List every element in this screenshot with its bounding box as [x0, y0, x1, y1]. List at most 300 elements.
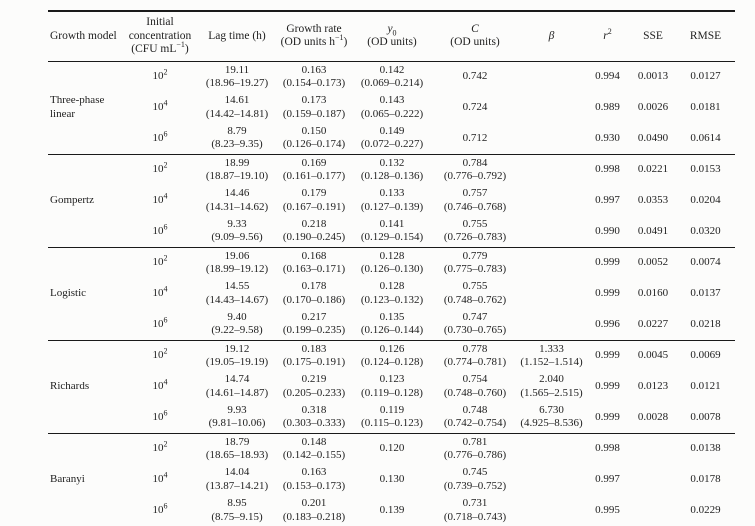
cell-value: 0.784: [462, 156, 488, 169]
concentration-exponent: 6: [163, 408, 168, 418]
cell-confidence-interval: (14.31–14.62): [205, 200, 269, 213]
cell-confidence-interval: (0.119–0.128): [361, 386, 423, 399]
growth-rate-cell: [276, 185, 352, 216]
c-cell: [432, 371, 518, 402]
cell-value: 14.55: [224, 280, 250, 293]
cell-confidence-interval: (0.746–0.768): [443, 200, 507, 213]
lag-time-cell: [198, 433, 276, 464]
cell-confidence-interval: (14.61–14.87): [205, 386, 269, 399]
beta-cell: [518, 309, 585, 340]
cell-value: 0.169: [301, 156, 327, 169]
rmse-cell: 0.0121: [690, 379, 721, 392]
concentration-cell: [122, 433, 198, 464]
table-row: [48, 495, 735, 526]
concentration-cell: [122, 216, 198, 247]
cell-confidence-interval: (0.167–0.191): [282, 200, 346, 213]
rmse-cell: 0.0218: [690, 317, 721, 330]
concentration-base: 10: [152, 442, 164, 455]
cell-value: 0.748: [462, 404, 488, 417]
sse-cell: 0.0160: [637, 286, 669, 299]
concentration-base: 10: [152, 503, 164, 516]
c-cell: [432, 123, 518, 154]
lag-time-cell: [198, 495, 276, 526]
y0-cell: [352, 495, 432, 526]
c-cell: [432, 464, 518, 495]
table-row: [48, 309, 735, 340]
col-header-beta: β: [518, 11, 585, 61]
concentration-cell: [122, 278, 198, 309]
growth-model-cell: Three-phase linear: [48, 61, 122, 154]
concentration-exponent: 4: [163, 98, 168, 108]
rmse-cell: 0.0181: [690, 100, 721, 113]
r2-cell: 0.990: [595, 224, 620, 237]
concentration-cell: [122, 371, 198, 402]
growth-rate-cell: [276, 340, 352, 371]
c-cell: [432, 61, 518, 92]
table-row: [48, 92, 735, 123]
cell-confidence-interval: (0.718–0.743): [443, 510, 507, 523]
col-header-r2: $r^2$: [585, 11, 630, 61]
beta-cell: [518, 464, 585, 495]
cell-confidence-interval: (0.183–0.218): [282, 510, 346, 523]
cell-value: 9.33: [227, 218, 247, 231]
beta-cell: [518, 92, 585, 123]
concentration-cell: [122, 185, 198, 216]
cell-confidence-interval: (0.205–0.233): [282, 386, 346, 399]
concentration-exponent: 4: [163, 377, 168, 387]
concentration-exponent: 6: [163, 315, 168, 325]
cell-value: 2.040: [539, 373, 564, 386]
cell-confidence-interval: (0.199–0.235): [282, 324, 346, 337]
header-line: Growth rate: [286, 22, 342, 35]
table-row: [48, 154, 735, 185]
concentration-base: 10: [152, 349, 164, 362]
lag-time-cell: [198, 464, 276, 495]
c-cell: [432, 340, 518, 371]
cell-confidence-interval: (1.152–1.514): [520, 355, 583, 368]
concentration-base: 10: [152, 317, 164, 330]
cell-value: 19.06: [224, 249, 250, 262]
table-row: [48, 278, 735, 309]
cell-confidence-interval: (0.776–0.792): [443, 169, 507, 182]
cell-confidence-interval: (0.776–0.786): [443, 448, 507, 461]
r2-cell: 0.930: [595, 131, 620, 144]
rmse-cell: 0.0127: [676, 61, 735, 92]
col-header-growth-rate: [276, 11, 352, 61]
concentration-cell: [122, 340, 198, 371]
cell-confidence-interval: (0.128–0.136): [360, 169, 424, 182]
table-row: [48, 402, 735, 433]
cell-confidence-interval: (9.09–9.56): [211, 231, 263, 244]
cell-confidence-interval: (0.159–0.187): [282, 107, 346, 120]
cell-value: 0.120: [379, 442, 405, 455]
concentration-base: 10: [152, 131, 164, 144]
y0-cell: [352, 61, 432, 92]
cell-value: 14.74: [224, 373, 250, 386]
growth-rate-cell: [276, 92, 352, 123]
header-row: [48, 11, 735, 61]
concentration-base: 10: [152, 379, 164, 392]
concentration-base: 10: [152, 224, 164, 237]
cell-confidence-interval: (0.303–0.333): [282, 417, 346, 430]
cell-confidence-interval: (9.81–10.06): [208, 417, 266, 430]
concentration-cell: [122, 61, 198, 92]
sse-cell: 0.0491: [637, 224, 669, 237]
growth-rate-cell: [276, 464, 352, 495]
growth-rate-cell: [276, 309, 352, 340]
concentration-cell: [122, 309, 198, 340]
cell-value: 0.168: [301, 249, 327, 262]
c-cell: [432, 309, 518, 340]
rmse-cell: 0.0138: [676, 433, 735, 464]
cell-value: 0.128: [379, 249, 405, 262]
concentration-base: 10: [152, 193, 164, 206]
header-unit: (OD units): [450, 36, 500, 49]
beta-cell: [518, 340, 585, 371]
cell-confidence-interval: (8.23–9.35): [211, 138, 263, 151]
table-row: [48, 464, 735, 495]
sse-cell: 0.0013: [630, 61, 676, 92]
cell-confidence-interval: (18.65–18.93): [205, 448, 269, 461]
cell-confidence-interval: (0.153–0.173): [282, 479, 346, 492]
y0-cell: [352, 216, 432, 247]
rmse-cell: 0.0229: [690, 503, 721, 516]
growth-rate-cell: [276, 402, 352, 433]
concentration-exponent: 6: [163, 222, 168, 232]
cell-confidence-interval: (0.124–0.128): [360, 355, 424, 368]
cell-value: 0.150: [301, 125, 327, 138]
lag-time-cell: [198, 340, 276, 371]
c-cell: [432, 216, 518, 247]
concentration-exponent: 2: [163, 253, 168, 263]
cell-confidence-interval: (0.170–0.186): [282, 293, 346, 306]
y0-cell: [352, 402, 432, 433]
col-header-c: [432, 11, 518, 61]
cell-confidence-interval: (0.730–0.765): [443, 324, 507, 337]
cell-value: 0.149: [379, 125, 405, 138]
cell-confidence-interval: (18.87–19.10): [205, 169, 269, 182]
cell-confidence-interval: (0.127–0.139): [360, 200, 424, 213]
growth-rate-cell: [276, 61, 352, 92]
sse-cell: 0.0052: [630, 247, 676, 278]
concentration-cell: [122, 247, 198, 278]
cell-value: 19.12: [224, 342, 250, 355]
cell-value: 0.126: [379, 342, 405, 355]
cell-value: 0.318: [301, 404, 327, 417]
cell-confidence-interval: (0.161–0.177): [282, 169, 346, 182]
rmse-cell: 0.0074: [676, 247, 735, 278]
cell-value: 0.179: [301, 187, 327, 200]
cell-value: 0.778: [462, 342, 488, 355]
y0-cell: [352, 185, 432, 216]
sse-cell: 0.0045: [630, 340, 676, 371]
y0-cell: [352, 371, 432, 402]
concentration-base: 10: [152, 70, 164, 83]
lag-time-cell: [198, 247, 276, 278]
rmse-cell: 0.0069: [676, 340, 735, 371]
cell-value: 0.128: [379, 280, 405, 293]
growth-rate-cell: [276, 278, 352, 309]
c-cell: [432, 495, 518, 526]
c-cell: [432, 185, 518, 216]
r2-cell: 0.995: [595, 503, 620, 516]
growth-model-cell: Richards: [48, 340, 122, 433]
cell-value: 14.61: [224, 94, 250, 107]
cell-confidence-interval: (0.739–0.752): [443, 479, 507, 492]
cell-value: 0.747: [462, 311, 488, 324]
lag-time-cell: [198, 123, 276, 154]
beta-cell: [518, 185, 585, 216]
cell-value: 0.779: [462, 249, 488, 262]
cell-confidence-interval: (0.126–0.144): [360, 324, 424, 337]
col-header-sse: SSE: [630, 11, 676, 61]
rmse-cell: 0.0153: [676, 154, 735, 185]
cell-confidence-interval: (0.748–0.760): [443, 386, 507, 399]
c-cell: [432, 92, 518, 123]
sse-cell: 0.0227: [637, 317, 669, 330]
cell-confidence-interval: (0.726–0.783): [443, 231, 507, 244]
y0-cell: [352, 278, 432, 309]
concentration-base: 10: [152, 163, 164, 176]
cell-confidence-interval: (0.123–0.132): [360, 293, 424, 306]
cell-value: 0.178: [301, 280, 327, 293]
cell-confidence-interval: (9.22–9.58): [211, 324, 263, 337]
cell-value: 0.123: [379, 373, 405, 386]
rmse-cell: 0.0078: [690, 410, 721, 423]
cell-value: 0.133: [379, 187, 405, 200]
table-body: [48, 61, 735, 526]
r2-cell: 0.998: [585, 433, 630, 464]
growth-rate-cell: [276, 247, 352, 278]
r2-cell: 0.989: [595, 100, 620, 113]
concentration-cell: [122, 495, 198, 526]
cell-confidence-interval: (0.072–0.227): [360, 138, 424, 151]
lag-time-cell: [198, 402, 276, 433]
table-row: [48, 185, 735, 216]
growth-model-parameters-table: [48, 10, 735, 526]
growth-rate-cell: [276, 216, 352, 247]
table-row: [48, 216, 735, 247]
concentration-exponent: 2: [163, 346, 168, 356]
table-row: [48, 340, 735, 371]
sse-cell: [630, 464, 676, 495]
cell-value: 14.04: [224, 466, 250, 479]
c-cell: [432, 247, 518, 278]
r2-cell: 0.999: [585, 340, 630, 371]
cell-value: 14.46: [224, 187, 250, 200]
concentration-exponent: 6: [163, 501, 168, 511]
cell-confidence-interval: (19.05–19.19): [205, 355, 269, 368]
col-header-y0: [352, 11, 432, 61]
cell-confidence-interval: (0.175–0.191): [282, 355, 346, 368]
cell-confidence-interval: (0.163–0.171): [282, 262, 346, 275]
concentration-base: 10: [152, 410, 164, 423]
rmse-cell: 0.0614: [690, 131, 721, 144]
r2-cell: 0.994: [585, 61, 630, 92]
cell-value: 0.218: [301, 218, 327, 231]
cell-value: 0.755: [462, 218, 488, 231]
concentration-cell: [122, 154, 198, 185]
table-row: [48, 247, 735, 278]
sse-cell: [630, 433, 676, 464]
beta-cell: [518, 371, 585, 402]
cell-value: 0.135: [379, 311, 405, 324]
concentration-exponent: 4: [163, 470, 168, 480]
table-row: [48, 61, 735, 92]
y0-cell: [352, 154, 432, 185]
concentration-exponent: 4: [163, 191, 168, 201]
r2-cell: 0.998: [585, 154, 630, 185]
cell-confidence-interval: (0.126–0.130): [360, 262, 424, 275]
header-symbol: $y_0$: [387, 22, 397, 38]
table-row: [48, 371, 735, 402]
rmse-cell: 0.0137: [690, 286, 721, 299]
cell-value: 1.333: [539, 342, 564, 355]
cell-confidence-interval: (8.75–9.15): [211, 510, 263, 523]
cell-confidence-interval: (14.43–14.67): [205, 293, 269, 306]
beta-cell: [518, 247, 585, 278]
header-unit: (OD units $h^{-1}$): [280, 33, 348, 49]
cell-value: 18.99: [224, 156, 250, 169]
c-cell: [432, 154, 518, 185]
table-row: [48, 123, 735, 154]
concentration-exponent: 2: [163, 67, 168, 77]
cell-confidence-interval: (0.154–0.173): [282, 76, 346, 89]
rmse-cell: 0.0204: [690, 193, 721, 206]
sse-cell: 0.0123: [637, 379, 669, 392]
concentration-exponent: 6: [163, 129, 168, 139]
cell-confidence-interval: (0.142–0.155): [282, 448, 346, 461]
cell-confidence-interval: (0.069–0.214): [360, 76, 424, 89]
growth-rate-cell: [276, 433, 352, 464]
cell-value: 9.40: [227, 311, 247, 324]
y0-cell: [352, 309, 432, 340]
cell-confidence-interval: (0.129–0.154): [360, 231, 424, 244]
growth-model-cell: Baranyi: [48, 433, 122, 526]
cell-value: 9.93: [227, 404, 247, 417]
growth-model-cell: Gompertz: [48, 154, 122, 247]
cell-value: 0.183: [301, 342, 327, 355]
cell-value: 18.79: [224, 435, 250, 448]
concentration-base: 10: [152, 256, 164, 269]
concentration-base: 10: [152, 472, 164, 485]
cell-value: 0.201: [301, 497, 327, 510]
r2-cell: 0.999: [585, 247, 630, 278]
col-header-initial-concentration: [122, 11, 198, 61]
lag-time-cell: [198, 216, 276, 247]
concentration-exponent: 4: [163, 284, 168, 294]
cell-value: 8.79: [227, 125, 247, 138]
growth-rate-cell: [276, 495, 352, 526]
y0-cell: [352, 247, 432, 278]
sse-cell: 0.0026: [637, 100, 669, 113]
r2-cell: 0.997: [595, 193, 620, 206]
r2-cell: 0.997: [595, 472, 620, 485]
cell-value: 0.217: [301, 311, 327, 324]
beta-cell: [518, 495, 585, 526]
r2-cell: 0.999: [595, 286, 620, 299]
cell-value: 0.219: [301, 373, 327, 386]
lag-time-cell: [198, 61, 276, 92]
sse-cell: 0.0028: [637, 410, 669, 423]
cell-value: 0.742: [462, 70, 488, 83]
y0-cell: [352, 92, 432, 123]
y0-cell: [352, 464, 432, 495]
col-header-rmse: RMSE: [676, 11, 735, 61]
cell-confidence-interval: (0.126–0.174): [282, 138, 346, 151]
concentration-cell: [122, 92, 198, 123]
cell-value: 0.130: [379, 472, 405, 485]
cell-confidence-interval: (0.748–0.762): [443, 293, 507, 306]
y0-cell: [352, 123, 432, 154]
beta-cell: [518, 154, 585, 185]
growth-model-cell: Logistic: [48, 247, 122, 340]
beta-cell: [518, 402, 585, 433]
cell-value: 0.745: [462, 466, 488, 479]
beta-cell: [518, 61, 585, 92]
beta-cell: [518, 433, 585, 464]
col-header-growth-model: Growth model: [48, 11, 122, 61]
cell-confidence-interval: (13.87–14.21): [205, 479, 269, 492]
cell-value: 0.148: [301, 435, 327, 448]
cell-value: 0.731: [462, 497, 488, 510]
concentration-base: 10: [152, 286, 164, 299]
col-header-lag-time: Lag time (h): [198, 11, 276, 61]
cell-value: 0.781: [462, 435, 488, 448]
cell-confidence-interval: (0.774–0.781): [443, 355, 507, 368]
sse-cell: 0.0221: [630, 154, 676, 185]
header-unit: (OD units): [367, 36, 417, 49]
y0-cell: [352, 433, 432, 464]
cell-confidence-interval: (18.96–19.27): [205, 76, 269, 89]
cell-value: 0.754: [462, 373, 488, 386]
c-cell: [432, 278, 518, 309]
table-row: [48, 433, 735, 464]
beta-cell: [518, 278, 585, 309]
cell-value: 0.143: [379, 94, 405, 107]
lag-time-cell: [198, 92, 276, 123]
cell-value: 6.730: [539, 404, 564, 417]
cell-confidence-interval: (1.565–2.515): [520, 386, 583, 399]
concentration-cell: [122, 464, 198, 495]
beta-cell: [518, 123, 585, 154]
lag-time-cell: [198, 278, 276, 309]
rmse-cell: 0.0178: [690, 472, 721, 485]
cell-value: 0.142: [379, 63, 405, 76]
lag-time-cell: [198, 309, 276, 340]
lag-time-cell: [198, 185, 276, 216]
rmse-cell: 0.0320: [690, 224, 721, 237]
concentration-cell: [122, 123, 198, 154]
concentration-exponent: 2: [163, 439, 168, 449]
header-unit: (CFU $mL^{-1}$): [131, 40, 189, 56]
cell-confidence-interval: (18.99–19.12): [205, 262, 269, 275]
sse-cell: [630, 495, 676, 526]
cell-value: 0.139: [379, 503, 405, 516]
cell-value: 0.163: [301, 63, 327, 76]
cell-confidence-interval: (0.065–0.222): [360, 107, 424, 120]
sse-cell: 0.0353: [637, 193, 669, 206]
header-line: Initial concentration: [128, 16, 192, 42]
cell-value: 0.119: [379, 404, 405, 417]
cell-confidence-interval: (4.925–8.536): [520, 417, 583, 430]
cell-confidence-interval: (0.775–0.783): [443, 262, 507, 275]
cell-value: 8.95: [227, 497, 247, 510]
cell-value: 0.757: [462, 187, 488, 200]
growth-rate-cell: [276, 371, 352, 402]
cell-value: 19.11: [224, 63, 250, 76]
lag-time-cell: [198, 371, 276, 402]
